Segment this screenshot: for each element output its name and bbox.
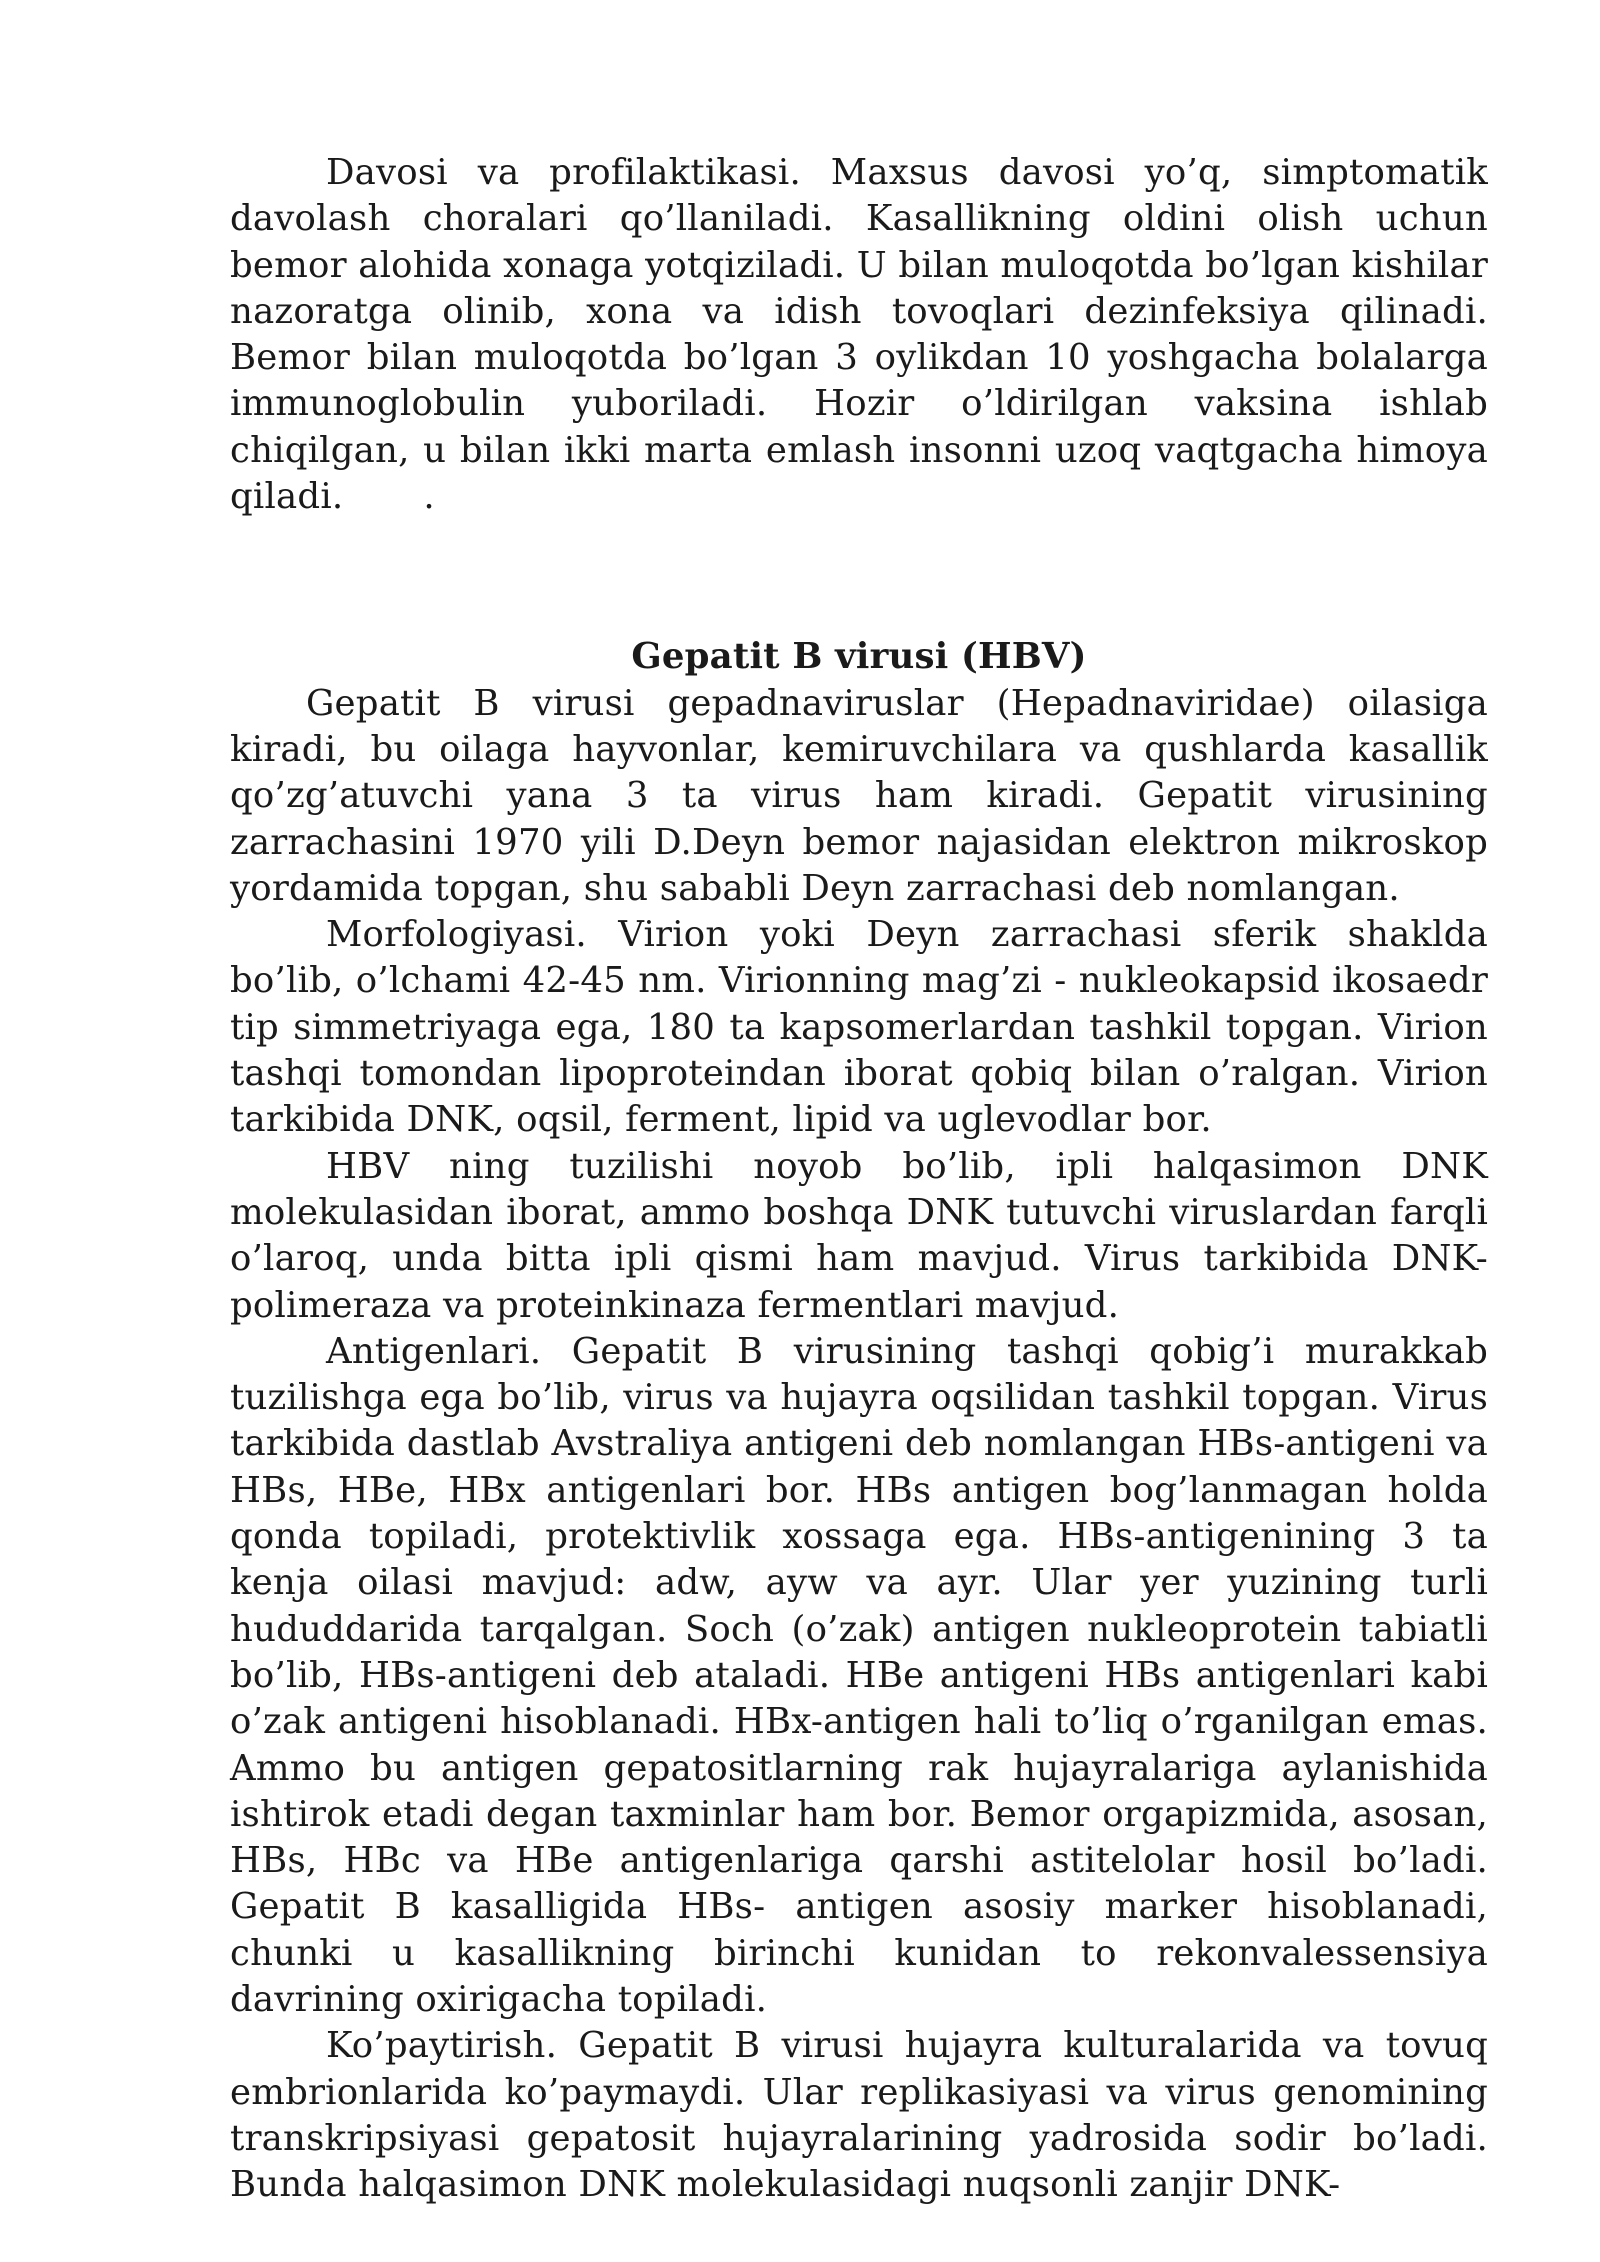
treatment-paragraph-text: Davosi va profilaktikasi. Maxsus davosi yo’q, simptomatik davolash choralari qo’llaniladi. Kasallikning oldini olish uchun bemor alohida xonaga yotqiziladi. U bilan muloqotda bo’lgan kishilar nazoratga olinib, xona va idish tovoqlari dezinfeksiya qilinadi. Bemor bilan muloqotda bo’lgan 3 oylikdan 10 yoshgacha bolalarga immunoglobulin yuboriladi. Hozir o’ldirilgan vaksina ishlab chiqilgan, u bilan ikki marta emlash insonni uzoq vaqtgacha himoya qiladi.	[230, 152, 1488, 518]
hbv-intro-paragraph: Gepatit B virusi gepadnaviruslar (Hepadnaviridae) oilasiga kiradi, bu oilaga hayvonlar, kemiruvchilara va qushlarda kasallik qo’zg’atuvchi yana 3 ta virus ham kiradi. Gepatit virusining zarrachasini 1970 yili D.Deyn bemor najasidan elektron mikroskop yordamida topgan, shu sababli Deyn zarrachasi deb nomlangan.	[230, 682, 1488, 909]
morphology-paragraph: Morfologiyasi. Virion yoki Deyn zarrachasi sferik shaklda bo’lib, o’lchami 42-45 nm. Virionning mag’zi - nukleokapsid ikosaedr tip simmetriyaga ega, 180 ta kapsomerlardan tashkil topgan. Virion tashqi tomondan lipoproteindan iborat qobiq bilan o’ralgan. Virion tarkibida DNK, oqsil, ferment, lipid va uglevodlar bor.	[230, 914, 1488, 1141]
trailing-dot: .	[423, 476, 435, 518]
antigens-paragraph: Antigenlari. Gepatit B virusining tashqi qobig’i murakkab tuzilishga ega bo’lib, virus va hujayra oqsilidan tashkil topgan. Virus tarkibida dastlab Avstraliya antigeni deb nomlangan HBs-antigeni va HBs, HBe, HBx antigenlari bor. HBs antigen bog’lanmagan holda qonda topiladi, protektivlik xossaga ega. HBs-antigenining 3 ta kenja oilasi mavjud: adw, ayw va ayr. Ular yer yuzining turli hududdarida tarqalgan. Soch (o’zak) antigen nukleoprotein tabiatli bo’lib, HBs-antigeni deb ataladi. HBe antigeni HBs antigenlari kabi o’zak antigeni hisoblanadi. HBx-antigen hali to’liq o’rganilgan emas. Ammo bu antigen gepatositlarning rak hujayralariga aylanishida ishtirok etadi degan taxminlar ham bor. Bemor orgapizmida, asosan, HBs, HBc va HBe antigenlariga qarshi astitelolar hosil bo’ladi. Gepatit B kasalligida HBs- antigen asosiy marker hisoblanadi, chunki u kasallikning birinchi kunidan to rekonvalessensiya davrining oxirigacha topiladi.	[230, 1330, 1488, 2020]
structure-paragraph: HBV ning tuzilishi noyob bo’lib, ipli halqasimon DNK molekulasidan iborat, ammo boshqa DNK tutuvchi viruslardan farqli o’laroq, unda bitta ipli qismi ham mavjud. Virus tarkibida DNK-polimeraza va proteinkinaza fermentlari mavjud.	[230, 1145, 1488, 1326]
document-page	[230, 150, 1488, 2208]
treatment-paragraph	[230, 150, 1488, 520]
replication-paragraph: Ko’paytirish. Gepatit B virusi hujayra kulturalarida va tovuq embrionlarida ko’paymaydi. Ular replikasiyasi va virus genomining transkripsiyasi gepatosit hujayralarining yadrosida sodir bo’ladi. Bunda halqasimon DNK molekulasidagi nuqsonli zanjir DNK-	[230, 2025, 1488, 2206]
section-title: Gepatit B virusi (HBV)	[631, 636, 1087, 678]
